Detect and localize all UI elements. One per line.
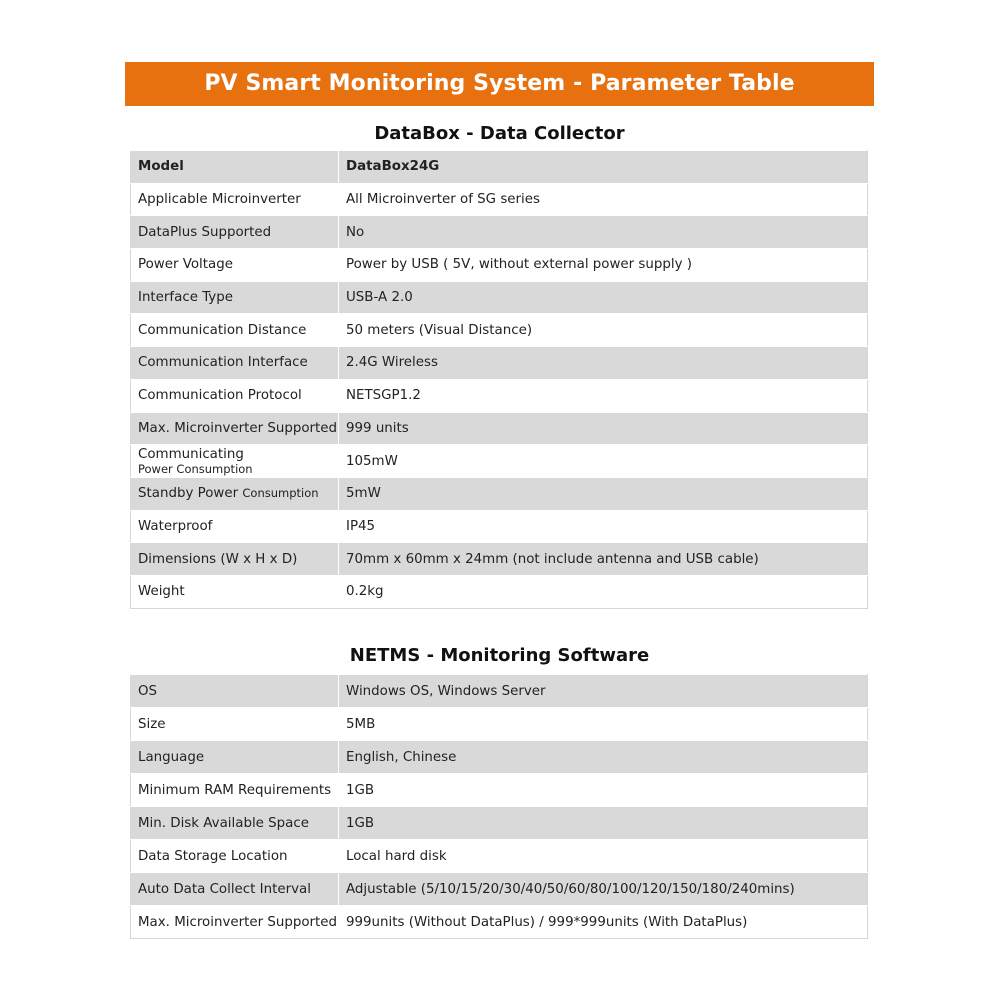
table-row: [131, 543, 868, 576]
row-label: Communication Distance: [131, 314, 339, 347]
row-label-line2: Power Consumption: [138, 461, 253, 476]
table-row: [131, 281, 868, 314]
table-row: [131, 412, 868, 445]
row-value: English, Chinese: [339, 741, 868, 774]
row-label: Applicable Microinverter: [131, 183, 339, 216]
table-row: [131, 840, 868, 873]
databox-parameter-table: [130, 150, 868, 609]
row-label: Power Voltage: [131, 249, 339, 282]
row-value: 0.2kg: [339, 575, 868, 608]
row-value: Adjustable (5/10/15/20/30/40/50/60/80/100/120/150/180/240mins): [339, 873, 868, 906]
row-label-main: Standby Power: [138, 486, 239, 502]
row-label: OS: [131, 675, 339, 708]
table-row: [131, 314, 868, 347]
netms-section-title: NETMS - Monitoring Software: [349, 645, 650, 666]
table-row: [131, 510, 868, 543]
row-value: Power by USB ( 5V, without external power supply ): [339, 249, 868, 282]
row-label: Dimensions (W x H x D): [131, 543, 339, 576]
table-row: [131, 347, 868, 380]
table-row: [131, 445, 868, 478]
page-title-banner: PV Smart Monitoring System - Parameter Table: [125, 62, 874, 106]
row-label: Min. Disk Available Space: [131, 807, 339, 840]
table-header-row: [131, 151, 868, 184]
table-row: [131, 379, 868, 412]
row-label: Communication Protocol: [131, 379, 339, 412]
row-value: 50 meters (Visual Distance): [339, 314, 868, 347]
header-label-cell: Model: [131, 151, 339, 184]
row-label: Minimum RAM Requirements: [131, 774, 339, 807]
table-row: [131, 575, 868, 608]
row-value: No: [339, 216, 868, 249]
table-row: [131, 741, 868, 774]
row-label: Max. Microinverter Supported: [131, 412, 339, 445]
row-label: Language: [131, 741, 339, 774]
row-label: [131, 445, 339, 478]
row-value: 105mW: [339, 445, 868, 478]
row-label-small: Consumption: [242, 486, 319, 501]
table-row: [131, 183, 868, 216]
row-value: 5mW: [339, 477, 868, 510]
row-value: 5MB: [339, 708, 868, 741]
netms-parameter-table: [130, 674, 868, 939]
row-label: Weight: [131, 575, 339, 608]
row-value: Windows OS, Windows Server: [339, 675, 868, 708]
table-row: [131, 675, 868, 708]
row-value: IP45: [339, 510, 868, 543]
row-label: Interface Type: [131, 281, 339, 314]
table-row: [131, 477, 868, 510]
row-label: Waterproof: [131, 510, 339, 543]
row-label-line1: Communicating: [138, 446, 244, 462]
row-value: 2.4G Wireless: [339, 347, 868, 380]
table-row: [131, 216, 868, 249]
table-row: [131, 873, 868, 906]
row-label: Communication Interface: [131, 347, 339, 380]
row-value: NETSGP1.2: [339, 379, 868, 412]
table-row: [131, 774, 868, 807]
row-value: 1GB: [339, 807, 868, 840]
row-label: [131, 477, 339, 510]
row-value: 999 units: [339, 412, 868, 445]
row-value: All Microinverter of SG series: [339, 183, 868, 216]
row-label: Size: [131, 708, 339, 741]
row-value: USB-A 2.0: [339, 281, 868, 314]
row-label: Auto Data Collect Interval: [131, 873, 339, 906]
row-label: DataPlus Supported: [131, 216, 339, 249]
row-value: 999units (Without DataPlus) / 999*999units (With DataPlus): [339, 906, 868, 939]
header-value-cell: DataBox24G: [339, 151, 868, 184]
table-row: [131, 708, 868, 741]
table-row: [131, 249, 868, 282]
row-value: 70mm x 60mm x 24mm (not include antenna and USB cable): [339, 543, 868, 576]
row-label: Data Storage Location: [131, 840, 339, 873]
databox-section-title: DataBox - Data Collector: [374, 123, 625, 144]
row-value: Local hard disk: [339, 840, 868, 873]
table-row: [131, 807, 868, 840]
row-value: 1GB: [339, 774, 868, 807]
table-row: [131, 906, 868, 939]
row-label: Max. Microinverter Supported: [131, 906, 339, 939]
